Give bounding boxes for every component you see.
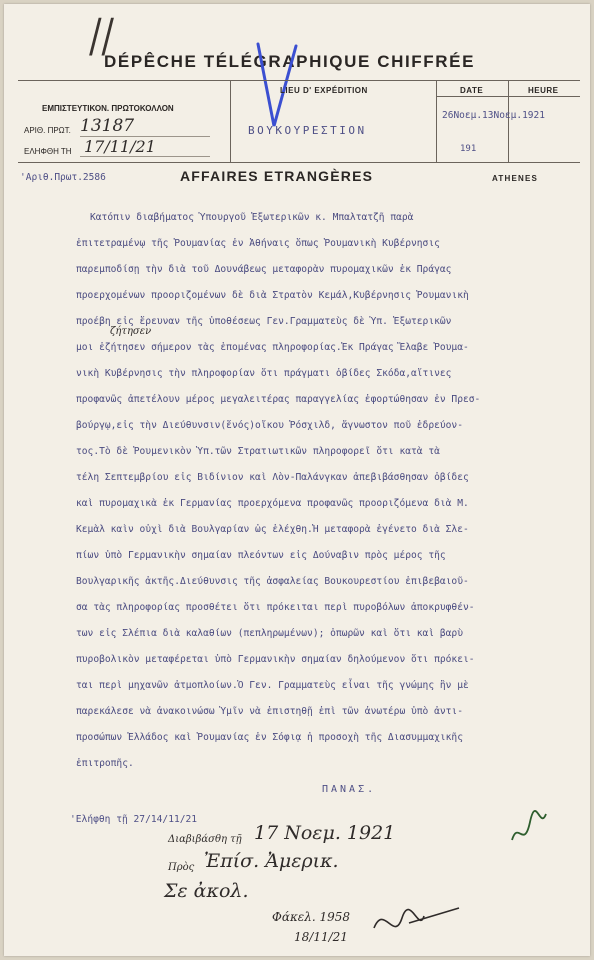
protocol-heading: ΕΜΠΙΣΤΕΥΤΙΚΟΝ. ΠΡΩΤΟΚΟΛΛΟΝ (42, 104, 174, 113)
header-divider-3 (508, 80, 509, 162)
col-expedition: LIEU D' EXPÉDITION (280, 86, 368, 95)
body-line: νικὴ Κυβέρνησις τὴν πληροφορίαν ὅτι πράγματι ὀβίδες Σκόδα,αἵτινες (76, 368, 452, 379)
body-line: προερχομένων προοριζομένων δὲ διὰ Στρατὸν Κεμάλ,Κυβέρνησις Ῥουμανικὴ (76, 290, 469, 301)
col-heure: HEURE (528, 86, 559, 95)
body-line: Κατόπιν διαβήματος Ὑπουργοῦ Ἐξωτερικῶν κ. Μπαλτατζῆ παρὰ (90, 212, 414, 223)
arith-prot-line: 'Αριθ.Πρωτ.2586 (20, 172, 106, 183)
document-title: DÉPÊCHE TÉLÉGRAPHIQUE CHIFFRÉE (104, 52, 476, 71)
city-name: ATHENES (492, 174, 539, 183)
elipsi-underline (80, 156, 210, 157)
header-col-rule (436, 96, 580, 97)
initials-scribble-icon (364, 898, 474, 948)
pros-label: Πρὸς (168, 862, 195, 873)
green-mark-icon (504, 800, 554, 860)
margin-mark: // (89, 8, 114, 62)
arith-label: ΑΡΙΘ. ΠΡΩΤ. (24, 126, 71, 135)
archive-date: 18/11/21 (294, 930, 348, 944)
header-bottom-rule (18, 162, 580, 163)
body-line: ἐπιτετραμένῳ τῆς Ῥουμανίας ἐν Ἀθήναις ὅπως Ῥουμανικὴ Κυβέρνησις (76, 238, 440, 249)
body-line: Βουλγαρικῆς ἀκτῆς.Διεύθυνσις τῆς ἀσφαλείας Βουκουρεστίου ἐπιβεβαιοῦ- (76, 576, 469, 587)
elipsi-value: 17/11/21 (84, 137, 156, 156)
signature: ΠΑΝΑΣ. (322, 784, 377, 795)
body-line: πίων ὑπὸ Γερμανικὴν σημαίαν πλεόντων εἰς Δούναβιν πρὸς μέρος τῆς (76, 550, 446, 561)
body-line: ται περὶ μηχανῶν ἀτμοπλοίων.Ὁ Γεν. Γραμματεὺς εἶναι τῆς γνώμης ἣν μὲ (76, 680, 469, 691)
third-note: Σε ἀκολ. (164, 880, 249, 902)
body-line: ἐπιτροπῆς. (76, 758, 134, 769)
body-line: βούργῳ,εἰς τὴν Διεύθυνσιν(ἕνός)οἴκου Ῥόσχιλδ, ἄγνωστον ποῦ ἑδρεύον- (76, 420, 463, 431)
diavivasthi-date: 17 Νοεμ. 1921 (254, 822, 396, 844)
header-divider-1 (230, 80, 231, 162)
col-date: DATE (460, 86, 484, 95)
date-value: 26Νοεμ.13Νοεμ.1921 (442, 110, 545, 121)
telegram-page (4, 4, 590, 956)
header-divider-2 (436, 80, 437, 162)
body-line: παρεμποδίσῃ τὴν διὰ τοῦ Δουνάβεως μεταφορὰν πυρομαχικῶν ἐκ Πράγας (76, 264, 452, 275)
body-line: προφανῶς ἀπετέλουν μέρος μεγαλειτέρας παραγγελίας ἐφορτώθησαν ἐν Πρεσ- (76, 394, 481, 405)
body-line: προσώπων Ἑλλάδος καὶ Ῥουμανίας ἐν Σόφιᾳ ἡ προσοχὴ τῆς Διασυμμαχικῆς (76, 732, 463, 743)
body-line: των εἰς Σλέπια διὰ καλαθίων (πεπληρωμένων); ὁπωρῶν καὶ ὅτι καὶ βαρὺ (76, 628, 463, 639)
pros-value: Ἐπίσ. Ἀμερικ. (204, 850, 339, 872)
body-line: τέλη Σεπτεμβρίου εἰς Βιδίνιον καὶ Λὸν-Παλάνγκαν ἀπεβιβάσθησαν ὀβίδες (76, 472, 469, 483)
interlinear-note: ζήτησεν (110, 326, 152, 337)
archive-note: Φάκελ. 1958 (272, 910, 351, 924)
body-line: Κεμὰλ καὶν οὐχὶ διὰ Βουλγαρίαν ὡς ἐλέχθη.Ἡ μεταφορὰ ἐγένετο διὰ Σλε- (76, 524, 469, 535)
code-value: 191 (460, 144, 477, 154)
body-line: καὶ πυρομαχικὰ ἐκ Γερμανίας προερχόμενα προφανῶς προοριζόμενα διὰ Μ. (76, 498, 469, 509)
body-line: προέβη εἰς ἔρευναν τῆς ὑποθέσεως Γεν.Γραμματεὺς δὲ Ὑπ. Ἐξωτερικῶν (76, 316, 452, 327)
body-line: μοι ἐζήτησεν σήμερον τὰς ἑπομένας πληροφορίας.Ἐκ Πράγας Ἔλαβε Ῥουμα- (76, 342, 469, 353)
ministry-name: AFFAIRES ETRANGÈRES (180, 168, 374, 184)
place-value: ΒΟΥΚΟΥΡΕΣΤΙΟΝ (248, 124, 367, 137)
body-line: πυροβολικὸν μεταφέρεται ὑπὸ Γερμανικὴν σημαίαν δηλούμενον ὅτι πρόκει- (76, 654, 475, 665)
elipsi-label: ΕΛΗΦΘΗ ΤΗ (24, 147, 72, 156)
body-line: τος.Τὸ δὲ Ῥουμενικὸν Ὑπ.τῶν Στρατιωτικῶν πληροφορεῖ ὅτι κατὰ τὰ (76, 446, 440, 457)
diavivasthi-label: Διαβιβάσθη τῇ (168, 834, 242, 845)
arith-value: 13187 (80, 116, 135, 136)
body-line: σα τὰς πληροφορίας προσθέτει ὅτι πρόκειται περὶ πυροβόλων ἀποκρυφθέν- (76, 602, 475, 613)
body-line: παρεκάλεσε νὰ ἀνακοινώσω Ὑμῖν νὰ ἐπιστηθῇ ἐπὶ τῶν ἀνωτέρω ὑπὸ ἀντι- (76, 706, 463, 717)
header-top-rule (18, 80, 580, 81)
received-line: 'Ελήφθη τῇ 27/14/11/21 (70, 814, 198, 825)
